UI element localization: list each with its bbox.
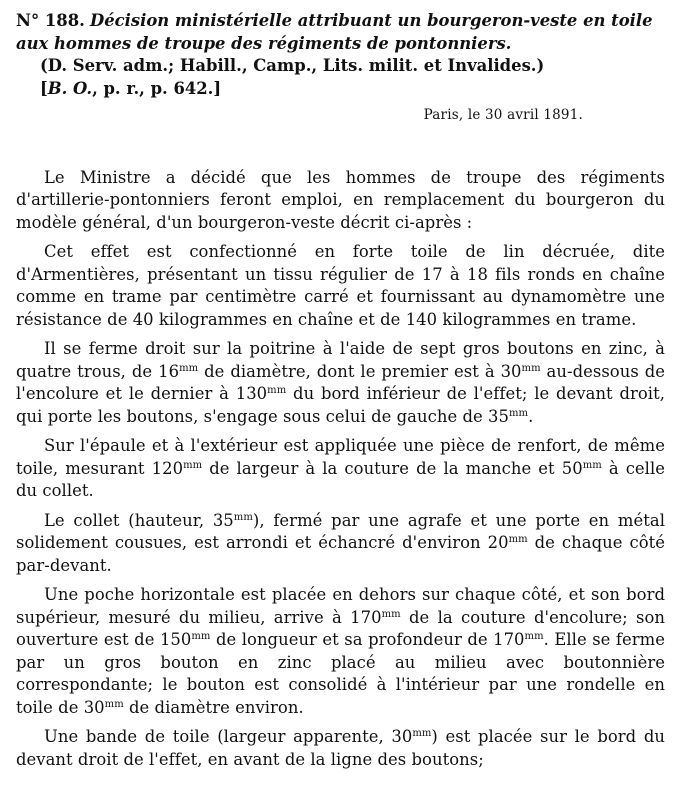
bulletin-ref-pages: , p. r., p. 642.] bbox=[92, 78, 222, 98]
p7-text-b: ) est placée sur le bord du devant droit de l'effet, en avant de la ligne des boutons; bbox=[16, 727, 665, 769]
unit-mm: mm bbox=[508, 407, 529, 419]
p4-text-c: à celle du collet. bbox=[16, 458, 666, 500]
decision-body bbox=[16, 167, 665, 772]
paragraph-4 bbox=[16, 435, 665, 503]
unit-mm: mm bbox=[381, 608, 401, 620]
p3-text-c: au-dessous de l'encolure et le dernier à 130 bbox=[16, 361, 666, 403]
p5-text-b: ), fermé par une agrafe et une porte en métal solidement cousues, est arrondi et échancré d'environ 20 bbox=[16, 510, 665, 552]
bulletin-reference bbox=[16, 78, 665, 101]
paragraph-3 bbox=[16, 338, 665, 428]
p6-text-a: Une poche horizontale est placée en dehors sur chaque côté, et son bord supérieur, mesuré du milieu, arrive à 170 bbox=[16, 585, 665, 627]
unit-mm: mm bbox=[521, 362, 541, 374]
bulletin-ref-bracket: [ bbox=[40, 78, 48, 98]
p6-text-d: . Elle se ferme par un gros bouton en zinc placé au milieu avec boutonnière correspondante; le bouton est consolidé à l'intérieur par une rondelle en toile de 30 bbox=[16, 630, 665, 717]
p3-text-e: . bbox=[528, 406, 534, 426]
p4-text-b: de largeur à la couture de la manche et 50 bbox=[202, 458, 583, 478]
paragraph-2: Cet effet est confectionné en forte toile de lin décruée, dite d'Armentières, présentant un tissu régulier de 17 à 18 fils ronds en chaîne comme en trame par centimètre carré et fournissant au dynamomètre une résistance de 40 kilogrammes en chaîne et de 140 kilogrammes en trame. bbox=[16, 242, 665, 329]
unit-mm: mm bbox=[191, 631, 211, 642]
paragraph-6 bbox=[16, 584, 665, 719]
p6-text-e: de diamètre environ. bbox=[123, 697, 304, 717]
classification-line: (D. Serv. adm.; Habill., Camp., Lits. milit. et Invalides.) bbox=[40, 56, 545, 75]
unit-mm: mm bbox=[179, 362, 199, 374]
p5-text-c: de chaque côté par-devant. bbox=[16, 533, 665, 575]
decision-number: N° 188. bbox=[16, 11, 85, 30]
bulletin-ref-abbrev: B. O. bbox=[47, 78, 93, 98]
unit-mm: mm bbox=[412, 728, 432, 739]
unit-mm: mm bbox=[267, 385, 287, 396]
decision-header bbox=[16, 10, 665, 127]
date-line: Paris, le 30 avril 1891. bbox=[423, 107, 583, 123]
p6-text-b: de la couture d'encolure; son ouverture est de 150 bbox=[16, 607, 665, 649]
p3-text-a: Il se ferme droit sur la poitrine à l'aide de sept gros boutons en zinc, à quatre trous, de 16 bbox=[16, 339, 665, 381]
unit-mm: mm bbox=[524, 631, 544, 642]
unit-mm: mm bbox=[233, 511, 253, 523]
p5-text-a: Le collet (hauteur, 35 bbox=[44, 510, 234, 530]
p6-text-c: de longueur et sa profondeur de 170 bbox=[210, 630, 525, 649]
header-title-block bbox=[16, 10, 665, 55]
paragraph-5 bbox=[16, 510, 665, 578]
unit-mm: mm bbox=[104, 698, 124, 710]
paragraph-7 bbox=[16, 726, 665, 771]
unit-mm: mm bbox=[508, 534, 528, 545]
unit-mm: mm bbox=[183, 459, 203, 471]
p4-text-a: Sur l'épaule et à l'extérieur est appliquée une pièce de renfort, de même toile, mesurant 120 bbox=[16, 436, 665, 478]
unit-mm: mm bbox=[582, 459, 602, 471]
paragraph-1: Le Ministre a décidé que les hommes de troupe des régiments d'artillerie-pontonniers feront emploi, en remplacement du bourgeron du modèle général, d'un bourgeron-veste décrit ci-après : bbox=[16, 167, 665, 232]
p7-text-a: Une bande de toile (largeur apparente, 30 bbox=[44, 727, 413, 746]
decision-title: Décision ministérielle attribuant un bourgeron-veste en toile aux hommes de troupe des régiments de pontonniers. bbox=[16, 11, 653, 53]
p3-text-d: du bord inférieur de l'effet; le devant droit, qui porte les boutons, s'engage sous celui de gauche de 35 bbox=[16, 384, 665, 426]
p3-text-b: de diamètre, dont le premier est à 30 bbox=[198, 361, 522, 381]
